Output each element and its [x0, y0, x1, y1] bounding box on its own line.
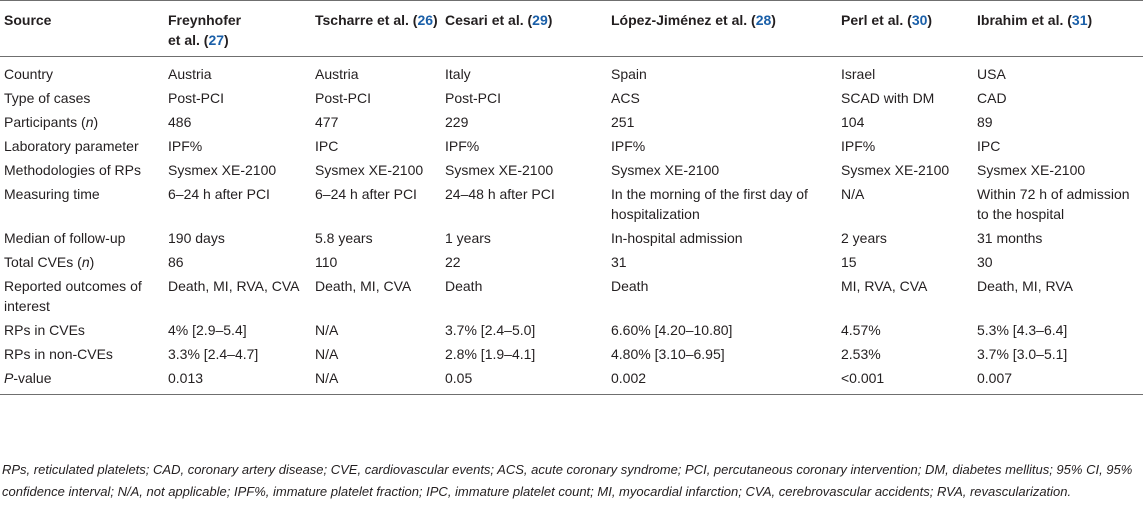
table-cell: Within 72 h of admission to the hospital	[977, 186, 1130, 222]
table-cell: 24–48 h after PCI	[445, 186, 555, 202]
table-cell: 5.3% [4.3–6.4]	[977, 322, 1068, 338]
row-label: P-value	[0, 365, 168, 395]
table-cell: 0.002	[611, 365, 841, 395]
table-cell: Sysmex XE-2100	[315, 162, 424, 178]
table-cell: Death	[611, 278, 649, 294]
table-cell: Death, MI, CVA	[315, 278, 412, 294]
table-cell: 6.60% [4.20–10.80]	[611, 322, 733, 338]
table-cell: Sysmex XE-2100	[445, 162, 554, 178]
table-cell: 486	[168, 114, 192, 130]
row-label: Laboratory parameter	[4, 138, 139, 154]
table-cell: In the morning of the first day of hospitalization	[611, 186, 808, 222]
table-cell: 4.57%	[841, 322, 881, 338]
table-cell: 104	[841, 114, 865, 130]
row-label: RPs in non-CVEs	[4, 346, 113, 362]
table-cell: IPC	[977, 138, 1001, 154]
table-cell: Sysmex XE-2100	[611, 162, 720, 178]
table-cell: 5.8 years	[315, 230, 373, 246]
table-cell: 3.3% [2.4–4.7]	[168, 346, 259, 362]
reference-link[interactable]: 30	[911, 12, 928, 28]
table-row	[0, 249, 1143, 273]
table-cell: ACS	[611, 90, 640, 106]
table-row	[0, 85, 1143, 109]
table-row	[0, 317, 1143, 341]
table-cell: Post-PCI	[168, 90, 225, 106]
table-header-row	[0, 1, 1143, 57]
row-label: RPs in CVEs	[4, 322, 85, 338]
header-study-4: López-Jiménez et al. (28)	[611, 1, 841, 57]
table-cell: 6–24 h after PCI	[168, 186, 270, 202]
table-row	[0, 273, 1143, 317]
table-cell: 477	[315, 114, 339, 130]
table-cell: 3.7% [2.4–5.0]	[445, 322, 536, 338]
table-cell: Austria	[168, 66, 212, 82]
header-study-5: Perl et al. (30)	[841, 1, 977, 57]
reference-link[interactable]: 26	[417, 12, 434, 28]
table-cell: 229	[445, 114, 469, 130]
table-cell: 86	[168, 254, 184, 270]
table-cell: Death, MI, RVA, CVA	[168, 278, 300, 294]
table-cell: IPC	[315, 138, 339, 154]
row-label: Median of follow-up	[4, 230, 126, 246]
table-cell: Austria	[315, 66, 359, 82]
table-cell: N/A	[315, 322, 339, 338]
reference-link[interactable]: 29	[532, 12, 548, 28]
row-label: Reported outcomes of interest	[4, 278, 142, 314]
header-study-1: Freynhofer et al. (27)	[168, 1, 315, 57]
table-cell: Post-PCI	[315, 90, 372, 106]
row-label: Measuring time	[4, 186, 100, 202]
table-row	[0, 181, 1143, 225]
header-study-2: Tscharre et al. (26)	[315, 1, 445, 57]
table-cell: 31 months	[977, 230, 1043, 246]
table-cell: CAD	[977, 90, 1007, 106]
header-study-name-cont: et al.	[168, 32, 204, 48]
table-cell: Sysmex XE-2100	[977, 162, 1086, 178]
table-cell: IPF%	[611, 138, 646, 154]
header-study-name: Ibrahim et al.	[977, 12, 1064, 28]
row-label: Methodologies of RPs	[4, 162, 141, 178]
header-study-name: Perl et al.	[841, 12, 904, 28]
row-label: Total CVEs (n)	[4, 254, 95, 270]
table-cell: 2 years	[841, 230, 887, 246]
reference-link[interactable]: 31	[1071, 12, 1088, 28]
table-cell: Death, MI, RVA	[977, 278, 1073, 294]
table-cell: Sysmex XE-2100	[841, 162, 950, 178]
header-study-name: Tscharre et al.	[315, 12, 409, 28]
table-cell: 31	[611, 254, 627, 270]
table-cell: 15	[841, 254, 857, 270]
table-cell: 0.05	[445, 365, 611, 395]
table-cell: Death	[445, 278, 483, 294]
table-cell: Israel	[841, 66, 876, 82]
header-study-6: Ibrahim et al. (31)	[977, 1, 1143, 57]
header-study-3: Cesari et al. (29)	[445, 1, 611, 57]
table-cell: 2.8% [1.9–4.1]	[445, 346, 536, 362]
header-study-name: Cesari et al.	[445, 12, 524, 28]
table-cell: <0.001	[841, 365, 977, 395]
table-cell: In-hospital admission	[611, 230, 743, 246]
header-source: Source	[0, 1, 168, 57]
table-cell: N/A	[315, 365, 445, 395]
table-cell: Sysmex XE-2100	[168, 162, 277, 178]
table-cell: Spain	[611, 66, 647, 82]
table-cell: 1 years	[445, 230, 491, 246]
table-cell: 2.53%	[841, 346, 881, 362]
table-cell: 30	[977, 254, 993, 270]
table-cell: N/A	[315, 346, 339, 362]
table-cell: 4% [2.9–5.4]	[168, 322, 247, 338]
table-cell: IPF%	[168, 138, 203, 154]
header-study-name: López-Jiménez et al.	[611, 12, 748, 28]
table-cell: 89	[977, 114, 993, 130]
table-cell: Italy	[445, 66, 471, 82]
table-cell: 22	[445, 254, 461, 270]
table-cell: 4.80% [3.10–6.95]	[611, 346, 725, 362]
table-body	[0, 57, 1143, 395]
reference-link[interactable]: 28	[755, 12, 772, 28]
table-row	[0, 109, 1143, 133]
table-cell: USA	[977, 66, 1006, 82]
table-row	[0, 157, 1143, 181]
table-cell: SCAD with DM	[841, 90, 935, 106]
table-row	[0, 341, 1143, 365]
table-cell: 251	[611, 114, 635, 130]
table-cell: MI, RVA, CVA	[841, 278, 928, 294]
table-row	[0, 365, 1143, 395]
table-row	[0, 133, 1143, 157]
reference-link[interactable]: 27	[208, 32, 225, 48]
table-cell: 0.007	[977, 365, 1143, 395]
row-label: Participants (n)	[4, 114, 99, 130]
table-cell: IPF%	[445, 138, 480, 154]
table-cell: Post-PCI	[445, 90, 502, 106]
table-row	[0, 57, 1143, 86]
table-cell: 110	[315, 254, 338, 270]
table-footnote: RPs, reticulated platelets; CAD, coronary artery disease; CVE, cardiovascular events; ACS, acute coronary syndrome; PCI, percutaneous coronary intervention; DM, diabetes mellitus; 95% CI, 95% confidence interval; N/A, not applicable; IPF%, immature platelet fraction; IPC, immature platelet count; MI, myocardial infarction; CVA, cerebrovascular accidents; RVA, revascularization.	[2, 462, 1133, 499]
table-cell: 190 days	[168, 230, 225, 246]
header-study-name: Freynhofer	[168, 12, 242, 28]
table-cell: IPF%	[841, 138, 876, 154]
table-row	[0, 225, 1143, 249]
table-cell: 0.013	[168, 365, 315, 395]
table-cell: N/A	[841, 186, 865, 202]
row-label: Country	[4, 66, 54, 82]
table-cell: 6–24 h after PCI	[315, 186, 417, 202]
row-label: Type of cases	[4, 90, 91, 106]
table-cell: 3.7% [3.0–5.1]	[977, 346, 1068, 362]
